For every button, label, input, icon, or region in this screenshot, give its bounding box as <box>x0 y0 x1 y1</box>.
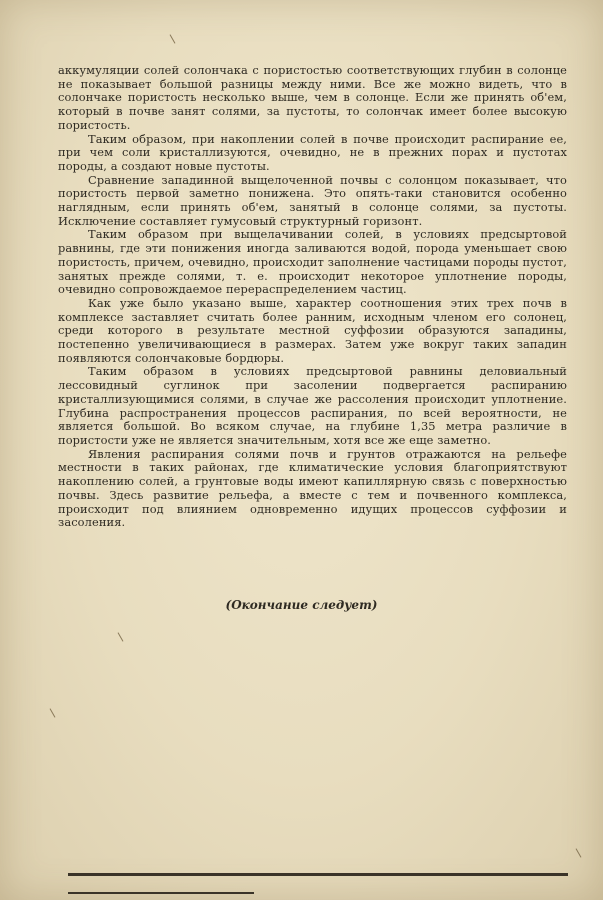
bottom-rule <box>68 873 568 876</box>
to-be-continued-note: (Окончание следует) <box>225 598 378 612</box>
paragraph-2: Таким образом, при накоплении солей в почве происходит распирание ее, при чем соли кристаллизуются, очевидно, не в прежних порах и пустотах породы, а создают новые пустоты. <box>58 131 567 173</box>
paper-speck <box>50 708 56 717</box>
paper-speck <box>118 632 124 641</box>
article-text <box>58 64 567 530</box>
paragraph-3: Сравнение западинной выщелоченной почвы с солонцом показывает, что пористость первой заметно понижена. Это опять-таки становится особенно наглядным, если принять об'ем, занятый в солонце солями, за пустоты. Исключение составляет гумусовый структурный горизонт. <box>58 172 567 228</box>
paragraph-4: Таким образом при выщелачивании солей, в условиях предсыртовой равнины, где эти понижения иногда заливаются водой, порода уменьшает свою пористость, причем, очевидно, происходит заполнение частицами породы пустот, занятых прежде солями, т. е. происходит некоторое уплотнение породы, очевидно сопровождаемое перераспределением частиц. <box>58 227 567 297</box>
paragraph-5: Как уже было указано выше, характер соотношения этих трех почв в комплексе заставляет считать более ранним, исходным членом его солонец, среди которого в результате местной суффозии образуются западины, постепенно увеличивающиеся в размерах. Затем уже вокруг таких западин появляются солончаковые бордюры. <box>58 295 567 365</box>
bottom-rule-short <box>68 892 254 894</box>
paragraph-6: Таким образом в условиях предсыртовой равнины деловиальный лессовидный суглинок при засолении подвергается распиранию кристаллизующимися солями, в случае же рассоления происходит уплотнение. Глубина распространения процессов распирания, по всей вероятности, не является большой. Во всяком случае, на глубине 1,35 метра различие в пористости уже не является значительным, хотя все же еще заметно. <box>58 364 567 447</box>
paragraph-7: Явления распирания солями почв и грунтов отражаются на рельефе местности в таких районах, где климатические условия благоприятствуют накоплению солей, а грунтовые воды имеют капиллярную связь с поверхностью почвы. Здесь развитие рельефа, а вместе с тем и почвенного комплекса, происходит под влиянием одновременно идущих процессов суффозии и засоления. <box>58 446 567 530</box>
paragraph-1: аккумуляции солей солончака с пористостью соответствующих глубин в солонце не показывает большой разницы между ними. Все же можно видеть, что в солончаке пористость несколько выше, чем в солонце. Если же принять об'ем, который в почве занят солями, за пустоты, то солончак имеет более высокую пористость. <box>58 63 567 132</box>
paper-speck <box>170 34 176 43</box>
paper-speck <box>576 848 582 857</box>
